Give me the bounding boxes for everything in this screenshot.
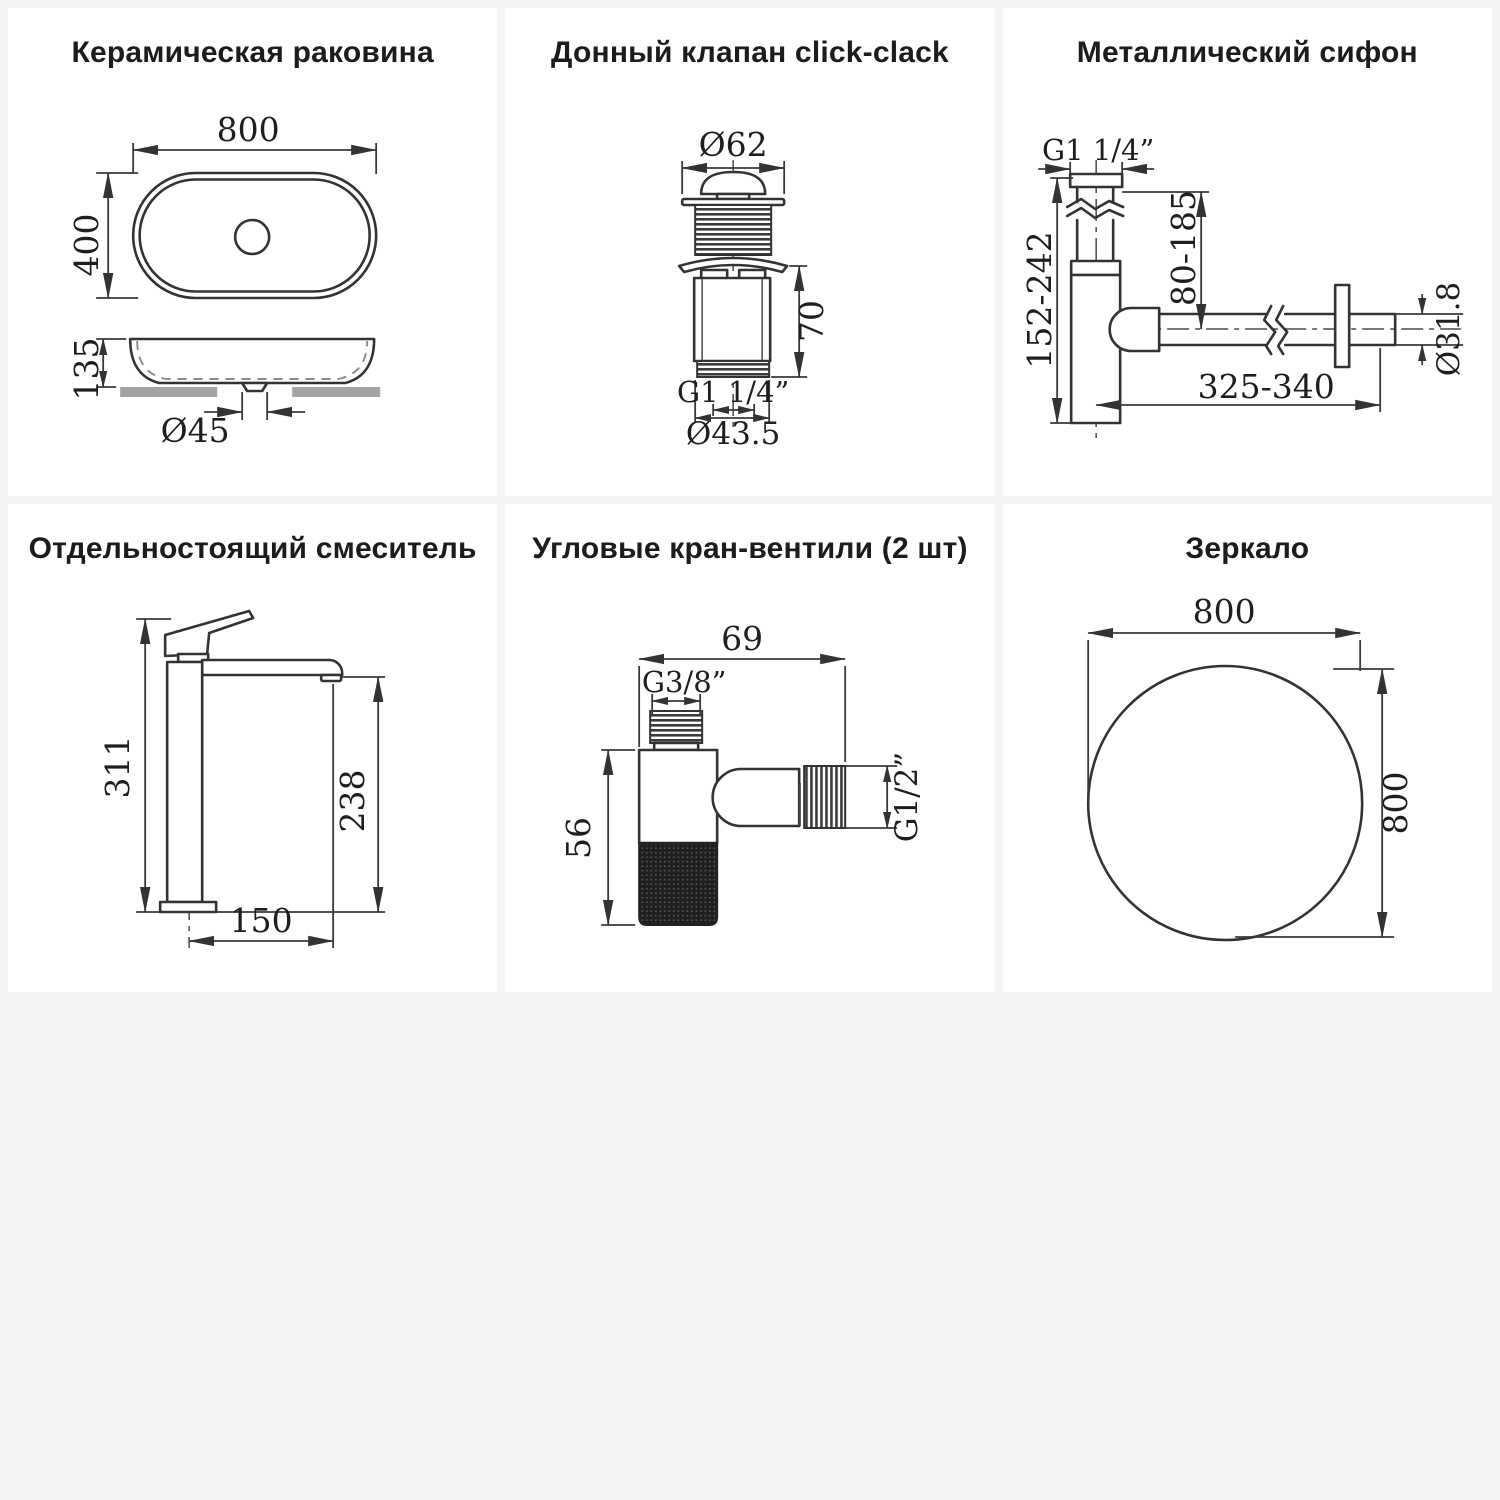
dim-mixer-spout-height: 238 <box>333 769 373 833</box>
dim-mirror-height: 800 <box>1375 771 1415 835</box>
dim-valve-height: 70 <box>792 300 832 342</box>
panel-title: Отдельностоящий смеситель <box>28 532 477 565</box>
panel-metal-siphon <box>1003 8 1492 496</box>
dim-siphon-length: 325-340 <box>1197 367 1335 406</box>
dim-mirror-width: 800 <box>1192 592 1256 631</box>
knurled-handle <box>639 843 717 925</box>
dim-valve-thread: G1 1/4” <box>677 375 790 409</box>
dim-valve-outer: Ø43.5 <box>686 416 781 452</box>
panel-mirror <box>1003 504 1492 992</box>
angle-valve-drawing <box>505 504 994 992</box>
dim-angle-outlet-thread: G1/2” <box>889 751 926 843</box>
dim-siphon-height: 152-242 <box>1019 231 1059 369</box>
panel-ceramic-sink <box>8 8 497 496</box>
dim-siphon-drop: 80-185 <box>1163 189 1203 307</box>
mixer-body <box>160 611 342 912</box>
dim-mixer-reach: 150 <box>229 901 293 940</box>
panel-title: Угловые кран-вентили (2 шт) <box>532 532 968 565</box>
sink-side-view <box>120 339 380 397</box>
sink-drawing <box>8 8 497 496</box>
sink-pad-right <box>292 387 380 397</box>
dim-siphon-pipe: Ø31.8 <box>1430 281 1467 377</box>
angle-valve-body <box>639 711 845 925</box>
dim-angle-length: 69 <box>721 619 764 658</box>
mirror-dimensions <box>1088 592 1415 937</box>
dim-sink-width: 800 <box>216 110 280 149</box>
valve-body <box>679 172 787 377</box>
panel-title: Донный клапан click-clack <box>551 36 949 69</box>
dim-sink-height: 135 <box>67 337 107 401</box>
dim-mixer-total-height: 311 <box>98 735 138 799</box>
panel-click-clack-valve <box>505 8 994 496</box>
siphon-drawing <box>1003 8 1492 496</box>
sink-pad-left <box>120 387 217 397</box>
sink-dimensions <box>67 110 376 450</box>
panel-title: Зеркало <box>1185 532 1310 565</box>
dim-sink-drain: Ø45 <box>160 411 230 450</box>
panel-freestanding-mixer <box>8 504 497 992</box>
mirror-circle <box>1088 666 1362 940</box>
dim-sink-depth: 400 <box>67 213 107 277</box>
dim-angle-inlet-thread: G3/8” <box>642 665 727 699</box>
dim-valve-cap: Ø62 <box>698 125 769 164</box>
mirror-drawing <box>1003 504 1492 992</box>
dim-siphon-thread: G1 1/4” <box>1041 133 1154 167</box>
mixer-drawing <box>8 504 497 992</box>
panel-title: Керамическая раковина <box>71 36 434 69</box>
panel-angle-valves <box>505 504 994 992</box>
sink-top-view <box>133 173 376 298</box>
sink-drain-outlet <box>242 383 267 391</box>
valve-drawing <box>505 8 994 496</box>
dim-angle-height: 56 <box>559 817 599 859</box>
panel-title: Металлический сифон <box>1076 36 1418 69</box>
